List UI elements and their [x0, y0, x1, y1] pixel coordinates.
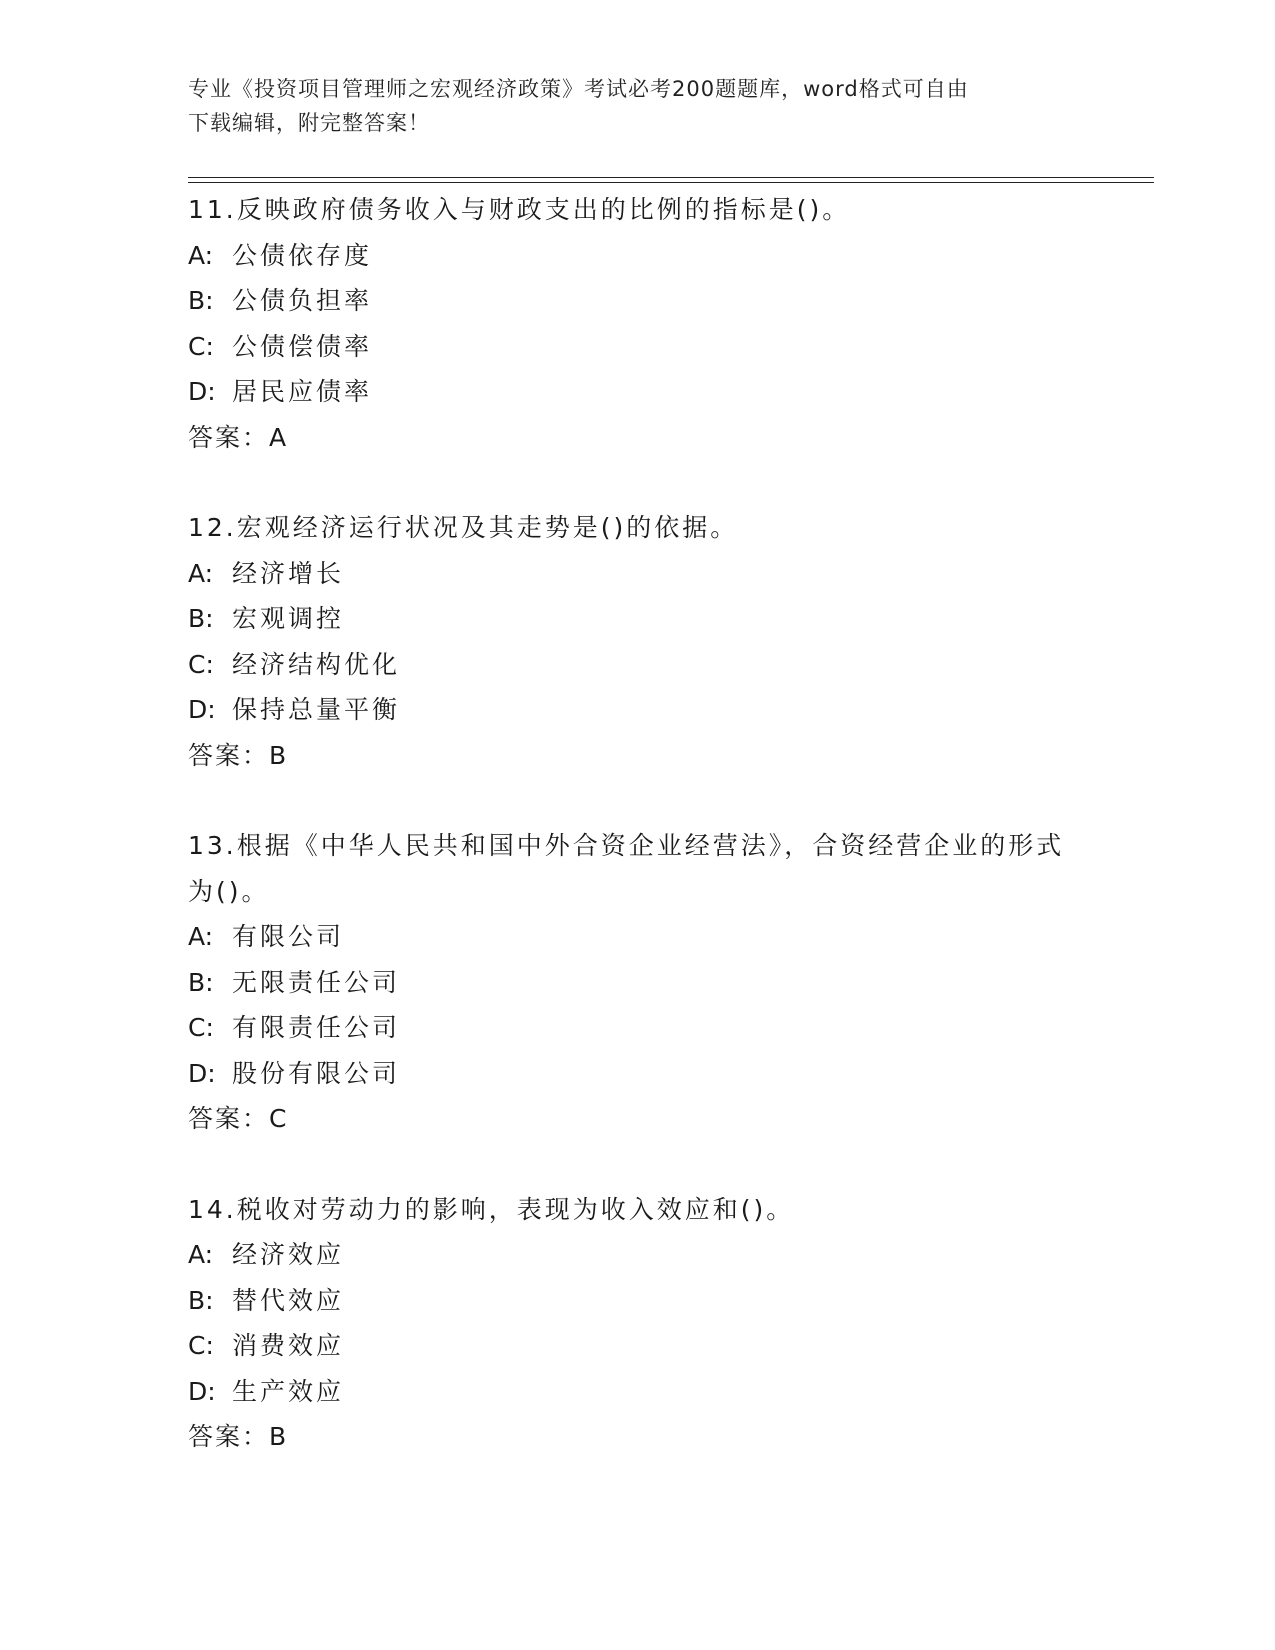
- option-letter: C:: [188, 1331, 214, 1360]
- answer-label: 答案：: [188, 740, 270, 770]
- option-c: [188, 324, 1088, 370]
- option-letter: D:: [188, 377, 216, 406]
- question-11: [188, 187, 1088, 460]
- document-header: [188, 72, 1068, 140]
- option-text: 生产效应: [232, 1376, 345, 1406]
- option-b: [188, 278, 1088, 324]
- option-text: 公债偿债率: [232, 331, 373, 361]
- answer-value: B: [269, 740, 289, 770]
- option-d: [188, 1051, 1088, 1097]
- header-divider-top: [188, 177, 1154, 178]
- option-letter: C:: [188, 649, 214, 679]
- answer-line: [188, 1096, 1088, 1142]
- option-text: 消费效应: [232, 1331, 345, 1360]
- answer-line: [188, 733, 1088, 779]
- option-letter: A:: [188, 558, 214, 588]
- option-text: 经济结构优化: [232, 649, 401, 679]
- answer-label: 答案：: [188, 1422, 270, 1451]
- option-text: 经济效应: [232, 1240, 345, 1269]
- question-stem: 14.税收对劳动力的影响，表现为收入效应和()。: [188, 1194, 795, 1224]
- option-text: 公债依存度: [232, 240, 373, 270]
- answer-value: B: [269, 1422, 289, 1451]
- option-a: [188, 233, 1088, 279]
- question-stem: 11.反映政府债务收入与财政支出的比例的指标是()。: [188, 195, 851, 224]
- option-letter: A:: [188, 240, 214, 270]
- answer-value: C: [269, 1104, 289, 1133]
- question-12: [188, 505, 1088, 778]
- answer-label: 答案：: [188, 422, 270, 452]
- option-text: 无限责任公司: [232, 967, 401, 997]
- option-text: 股份有限公司: [232, 1058, 401, 1088]
- option-letter: D:: [188, 1376, 216, 1406]
- option-letter: B:: [188, 286, 214, 315]
- option-d: [188, 1369, 1088, 1415]
- answer-label: 答案：: [188, 1104, 270, 1133]
- option-text: 替代效应: [232, 1285, 345, 1315]
- option-b: [188, 960, 1088, 1006]
- option-text: 保持总量平衡: [232, 695, 401, 724]
- option-a: [188, 914, 1088, 960]
- option-d: [188, 369, 1088, 415]
- answer-line: [188, 1414, 1088, 1460]
- option-letter: A:: [188, 1240, 214, 1269]
- option-letter: B:: [188, 967, 214, 997]
- answer-line: [188, 415, 1088, 461]
- option-c: [188, 642, 1088, 688]
- option-letter: D:: [188, 1058, 216, 1088]
- option-text: 有限责任公司: [232, 1013, 401, 1042]
- option-a: [188, 551, 1088, 597]
- option-letter: D:: [188, 695, 216, 724]
- option-text: 居民应债率: [232, 377, 373, 406]
- option-letter: B:: [188, 1285, 214, 1315]
- header-line-2: 下载编辑，附完整答案！: [188, 111, 430, 135]
- option-letter: A:: [188, 922, 214, 951]
- question-14: [188, 1187, 1088, 1460]
- option-text: 经济增长: [232, 558, 345, 588]
- question-list: [188, 187, 1088, 1505]
- question-stem: 12.宏观经济运行状况及其走势是()的依据。: [188, 513, 739, 542]
- option-letter: C:: [188, 331, 214, 361]
- option-letter: C:: [188, 1013, 214, 1042]
- option-letter: B:: [188, 604, 214, 633]
- header-line-1: 专业《投资项目管理师之宏观经济政策》考试必考200题题库，word格式可自由: [188, 77, 969, 101]
- option-d: [188, 687, 1088, 733]
- option-c: [188, 1323, 1088, 1369]
- header-divider-bottom: [188, 182, 1154, 183]
- question-13: [188, 823, 1088, 1142]
- question-stem: 13.根据《中华人民共和国中外合资企业经营法》，合资经营企业的形式为()。: [188, 831, 1065, 906]
- option-text: 公债负担率: [232, 286, 373, 315]
- option-text: 宏观调控: [232, 604, 345, 633]
- option-a: [188, 1232, 1088, 1278]
- option-c: [188, 1005, 1088, 1051]
- option-text: 有限公司: [232, 922, 345, 951]
- answer-value: A: [269, 422, 289, 452]
- option-b: [188, 596, 1088, 642]
- option-b: [188, 1278, 1088, 1324]
